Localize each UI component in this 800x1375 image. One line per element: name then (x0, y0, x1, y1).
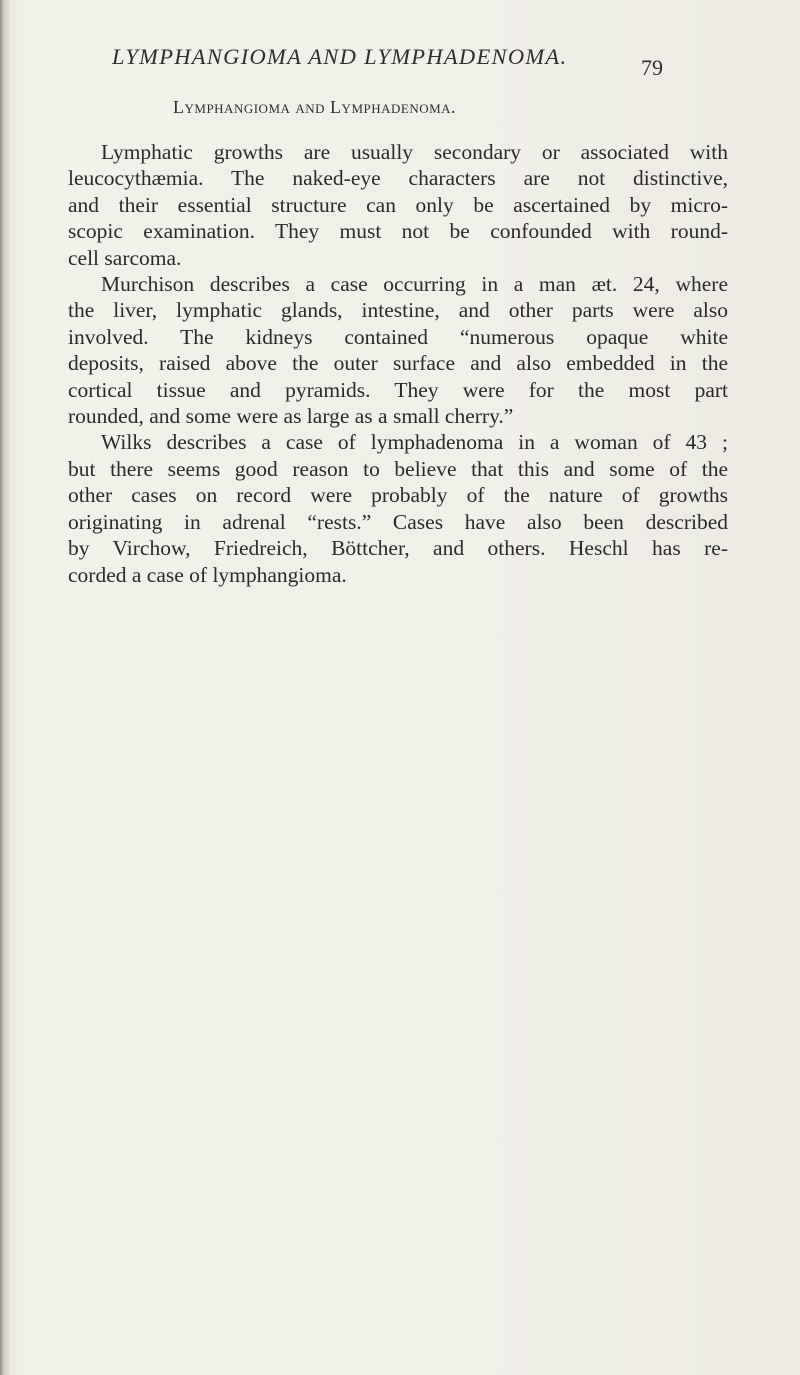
body-text (68, 139, 728, 588)
running-head: LYMPHANGIOMA AND LYMPHADENOMA. (112, 44, 568, 69)
text-line: cortical tissue and pyramids. They were for the most part (68, 377, 728, 402)
text-line: scopic examination. They must not be confounded with round- (68, 219, 728, 244)
text-line: the liver, lymphatic glands, intestine, and other parts were also (68, 298, 728, 323)
text-line: leucocythæmia. The naked-eye characters are not distinctive, (68, 166, 728, 191)
text-line: cell sarcoma. (68, 245, 182, 270)
text-line: corded a case of lymphangioma. (68, 562, 347, 587)
page-number: 79 (641, 55, 663, 80)
text-line: and their essential structure can only be ascertained by micro- (68, 192, 728, 217)
text-line: other cases on record were probably of the nature of growths (68, 483, 728, 508)
text-line: Murchison describes a case occurring in a man æt. 24, where (101, 272, 728, 297)
text-line: but there seems good reason to believe that this and some of the (68, 456, 728, 481)
binding-edge (0, 0, 10, 1375)
text-line: originating in adrenal “rests.” Cases have also been described (68, 509, 728, 534)
text-line: deposits, raised above the outer surface and also embedded in the (68, 351, 728, 376)
text-line: rounded, and some were as large as a small cherry.” (68, 404, 514, 429)
text-line: Lymphatic growths are usually secondary or associated with (101, 140, 728, 164)
text-line: Wilks describes a case of lymphadenoma in a woman of 43 ; (101, 430, 728, 455)
text-line: by Virchow, Friedreich, Böttcher, and others. Heschl has re- (68, 536, 728, 561)
section-heading: Lymphangioma and Lymphadenoma. (173, 97, 457, 117)
text-line: involved. The kidneys contained “numerous opaque white (68, 324, 728, 349)
